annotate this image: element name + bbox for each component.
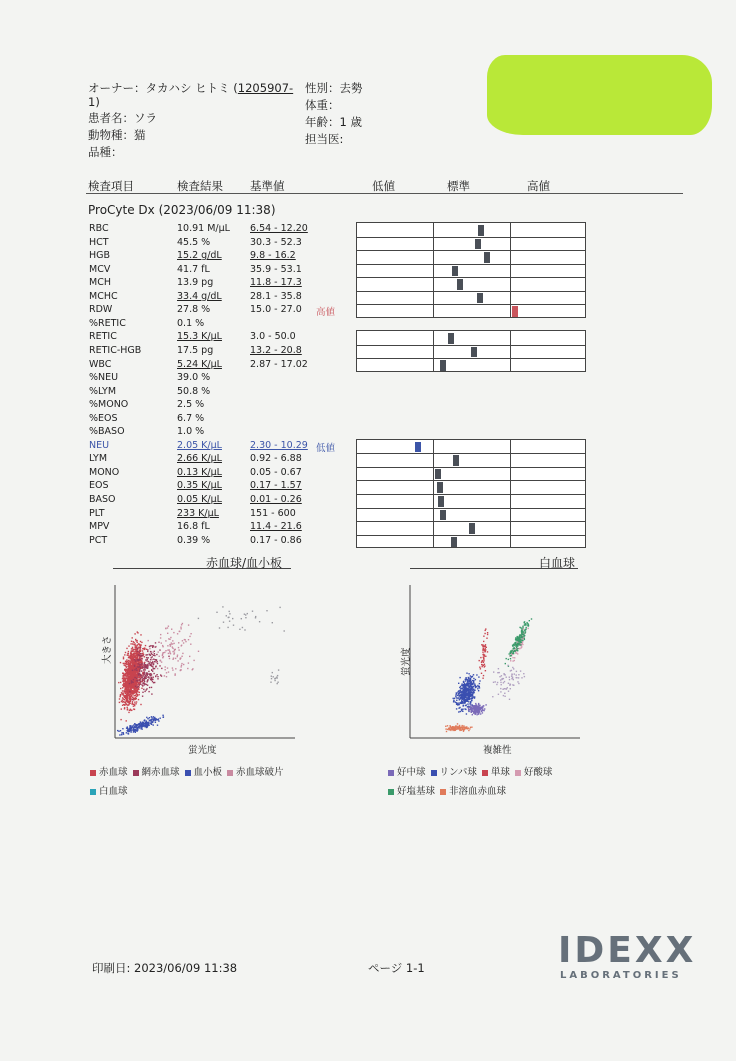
result-reference: 0.17 - 0.86 [250, 534, 302, 546]
legend-line [388, 783, 608, 797]
rbc-xlabel: 蛍光度 [188, 745, 217, 756]
rbc-plot [100, 580, 300, 754]
weight-label: 体重： [305, 98, 340, 112]
legend-label: リンパ球 [439, 767, 477, 778]
result-reference: 6.54 - 12.20 [250, 223, 308, 234]
range-marker [512, 306, 518, 317]
baso-cloud [505, 618, 533, 667]
result-name: NEU [89, 439, 110, 451]
range-marker [452, 266, 458, 277]
range-bar-row-line [357, 291, 585, 292]
legend-label: 白血球 [99, 786, 128, 797]
result-value: 6.7 % [177, 412, 205, 424]
range-marker [478, 225, 484, 236]
redaction-highlight [487, 55, 712, 135]
range-marker [469, 523, 475, 534]
legend-swatch [515, 770, 521, 776]
plt-cloud [117, 715, 164, 736]
legend-item [388, 786, 435, 797]
legend-item [90, 767, 128, 778]
range-bar-row-line [357, 467, 585, 468]
range-bar-row-line [357, 264, 585, 265]
legend-swatch [440, 789, 446, 795]
result-value: 10.91 M/μL [177, 223, 230, 234]
legend-swatch [388, 770, 394, 776]
legend-label: 好酸球 [523, 767, 553, 778]
owner-line [88, 80, 293, 96]
result-name: EOS [89, 480, 109, 492]
legend-label: 単球 [490, 767, 510, 778]
neu-cloud [468, 703, 487, 716]
range-marker [471, 347, 477, 358]
legend-label: 赤血球 [99, 767, 128, 778]
result-reference: 3.0 - 50.0 [250, 331, 296, 343]
range-bar-row-line [357, 480, 585, 481]
legend-item [185, 767, 223, 778]
header-low: 低値 [372, 179, 395, 193]
result-value: 1.0 % [177, 426, 205, 438]
result-value: 41.7 fL [177, 263, 210, 275]
result-name: PCT [89, 534, 108, 546]
range-bar-divider [510, 331, 511, 371]
age-value: 1 歳 [339, 115, 362, 129]
wbc-xlabel: 複雑性 [483, 745, 512, 756]
range-marker [451, 537, 457, 548]
result-reference: 30.3 - 52.3 [250, 236, 302, 248]
result-value: 0.35 K/μL [177, 480, 222, 492]
sex-label: 性別： [305, 81, 340, 95]
range-bar-group [356, 330, 586, 372]
result-name: WBC [89, 358, 112, 370]
result-name: %NEU [89, 372, 119, 384]
legend-item [90, 786, 128, 797]
idexx-logo: IDEXX [558, 930, 697, 971]
range-bar-row-line [357, 237, 585, 238]
owner-id: 1205907- [237, 81, 294, 95]
legend-line [90, 783, 310, 797]
range-bar-row-line [357, 250, 585, 251]
header-rule [86, 193, 683, 194]
section-title: ProCyte Dx (2023/06/09 11:38) [88, 203, 276, 217]
result-value: 15.2 g/dL [177, 250, 222, 262]
result-reference: 0.92 - 6.88 [250, 453, 302, 465]
rbc-plot-title: 赤血球/血小板 [206, 556, 283, 570]
legend-item [388, 767, 426, 778]
result-value: 27.8 % [177, 304, 211, 316]
header-item: 検査項目 [88, 179, 134, 193]
rbc-scatter [100, 580, 300, 750]
owner-id-cont: 1) [88, 95, 100, 109]
result-reference: 0.17 - 1.57 [250, 480, 302, 492]
result-name: RETIC-HGB [89, 344, 142, 356]
result-value: 2.05 K/μL [177, 439, 222, 451]
result-name: MPV [89, 521, 110, 533]
result-value: 2.66 K/μL [177, 453, 222, 465]
legend-label: 網赤血球 [141, 767, 180, 778]
wbc-plot-title: 白血球 [539, 556, 576, 570]
range-bar-row-line [357, 521, 585, 522]
result-name: MCHC [89, 290, 118, 302]
legend-line [90, 764, 310, 778]
print-date: 印刷日: 2023/06/09 11:38 [92, 961, 238, 975]
range-bar-row-line [357, 277, 585, 278]
header-result: 検査結果 [177, 179, 223, 193]
result-reference: 2.87 - 17.02 [250, 358, 308, 370]
header-high: 高値 [527, 179, 550, 193]
result-name: RDW [89, 304, 113, 316]
result-name: HGB [89, 250, 111, 262]
result-name: PLT [89, 507, 105, 519]
result-name: HCT [89, 236, 109, 248]
legend-swatch [227, 770, 233, 776]
rbc-ylabel: 大きさ [102, 635, 113, 664]
legend-swatch [90, 770, 96, 776]
result-value: 33.4 g/dL [177, 290, 222, 302]
range-bar-group [356, 222, 586, 318]
species-value: 猫 [134, 128, 146, 142]
result-name: %LYM [89, 385, 117, 397]
range-marker [435, 469, 441, 480]
result-value: 5.24 K/μL [177, 358, 222, 370]
result-value: 50.8 % [177, 385, 211, 397]
legend-swatch [482, 770, 488, 776]
patient-label: 患者名： [88, 111, 134, 125]
sex-line [305, 80, 363, 96]
breed-label: 品種： [88, 145, 123, 159]
result-name: %EOS [89, 412, 118, 424]
legend-swatch [185, 770, 191, 776]
result-value: 0.05 K/μL [177, 494, 222, 505]
range-marker [440, 510, 446, 521]
owner-name: タカハシ ヒトミ ( [145, 81, 238, 95]
result-name: MCH [89, 277, 111, 289]
legend-label: 血小板 [193, 767, 223, 778]
result-name: RBC [89, 223, 109, 234]
result-name: %RETIC [89, 317, 126, 329]
legend-item [482, 767, 510, 778]
result-value: 16.8 fL [177, 521, 210, 533]
vet-label: 担当医: [305, 132, 344, 146]
range-marker [475, 239, 481, 250]
legend-swatch [90, 789, 96, 795]
result-reference: 35.9 - 53.1 [250, 263, 302, 275]
range-bar-row-line [357, 535, 585, 536]
range-marker [453, 455, 459, 466]
result-value: 13.9 pg [177, 277, 214, 289]
range-bar-divider [433, 331, 434, 371]
range-marker [438, 496, 444, 507]
result-flag: 低値 [316, 442, 336, 454]
result-name: %BASO [89, 426, 125, 438]
result-reference: 2.30 - 10.29 [250, 439, 308, 451]
range-bar-group [356, 439, 586, 548]
result-flag: 高値 [316, 307, 336, 319]
misc-wbc-cloud [492, 665, 525, 700]
result-name: BASO [89, 494, 116, 505]
page-number: ページ 1-1 [368, 961, 425, 975]
result-reference: 11.8 - 17.3 [250, 277, 302, 289]
range-bar-row-line [357, 345, 585, 346]
header-normal: 標準 [447, 179, 470, 193]
result-reference: 151 - 600 [250, 507, 296, 519]
legend-swatch [431, 770, 437, 776]
legend-swatch [388, 789, 394, 795]
range-marker [457, 279, 463, 290]
legend-swatch [133, 770, 139, 776]
legend-label: 赤血球破片 [236, 767, 284, 778]
result-reference: 0.01 - 0.26 [250, 494, 302, 505]
range-bar-row-line [357, 494, 585, 495]
result-reference: 13.2 - 20.8 [250, 344, 302, 356]
sex-value: 去勢 [339, 81, 363, 95]
result-reference: 15.0 - 27.0 [250, 304, 302, 316]
result-value: 15.3 K/μL [177, 331, 222, 343]
legend-label: 好塩基球 [397, 786, 436, 797]
misc-cloud-2 [270, 669, 279, 684]
result-value: 39.0 % [177, 372, 211, 384]
result-value: 0.39 % [177, 534, 211, 546]
range-marker [440, 360, 446, 371]
range-marker [415, 442, 421, 453]
range-marker [477, 293, 483, 304]
result-value: 0.13 K/μL [177, 466, 222, 478]
result-value: 2.5 % [177, 399, 205, 411]
species-line [88, 127, 146, 143]
header-reference: 基準値 [250, 179, 285, 193]
result-value: 0.1 % [177, 317, 205, 329]
result-name: RETIC [89, 331, 117, 343]
wbc-legend [388, 764, 608, 802]
range-bar-row-line [357, 453, 585, 454]
legend-item [133, 767, 180, 778]
owner-label: オーナー： [88, 81, 146, 95]
range-marker [437, 482, 443, 493]
result-name: LYM [89, 453, 108, 465]
misc-cloud [198, 606, 285, 632]
wbc-ylabel: 蛍光度 [401, 647, 412, 676]
result-value: 45.5 % [177, 236, 211, 248]
nrbc-cloud [445, 723, 473, 732]
patient-line [88, 110, 157, 126]
result-reference: 0.05 - 0.67 [250, 466, 302, 478]
legend-line [388, 764, 608, 778]
result-name: MCV [89, 263, 111, 275]
result-reference: 9.8 - 16.2 [250, 250, 296, 262]
legend-item [227, 767, 284, 778]
wbc-scatter [398, 580, 588, 750]
rbc-legend [90, 764, 310, 802]
patient-name: ソラ [134, 111, 157, 125]
result-name: %MONO [89, 399, 129, 411]
result-reference: 11.4 - 21.6 [250, 521, 302, 533]
result-reference: 28.1 - 35.8 [250, 290, 302, 302]
result-name: MONO [89, 466, 120, 478]
legend-item [431, 767, 477, 778]
legend-item [515, 767, 553, 778]
legend-label: 好中球 [397, 767, 426, 778]
age-line [305, 114, 362, 130]
mono-cloud [479, 628, 489, 679]
age-label: 年齢： [305, 115, 340, 129]
idexx-logo-sub: LABORATORIES [560, 970, 682, 981]
species-label: 動物種： [88, 128, 134, 142]
wbc-plot [398, 580, 588, 754]
result-value: 17.5 pg [177, 344, 214, 356]
range-marker [448, 333, 454, 344]
range-bar-row-line [357, 304, 585, 305]
legend-label: 非溶血赤血球 [449, 786, 507, 797]
range-bar-row-line [357, 508, 585, 509]
range-bar-row-line [357, 358, 585, 359]
range-marker [484, 252, 490, 263]
legend-item [440, 786, 506, 797]
result-value: 233 K/μL [177, 507, 219, 519]
